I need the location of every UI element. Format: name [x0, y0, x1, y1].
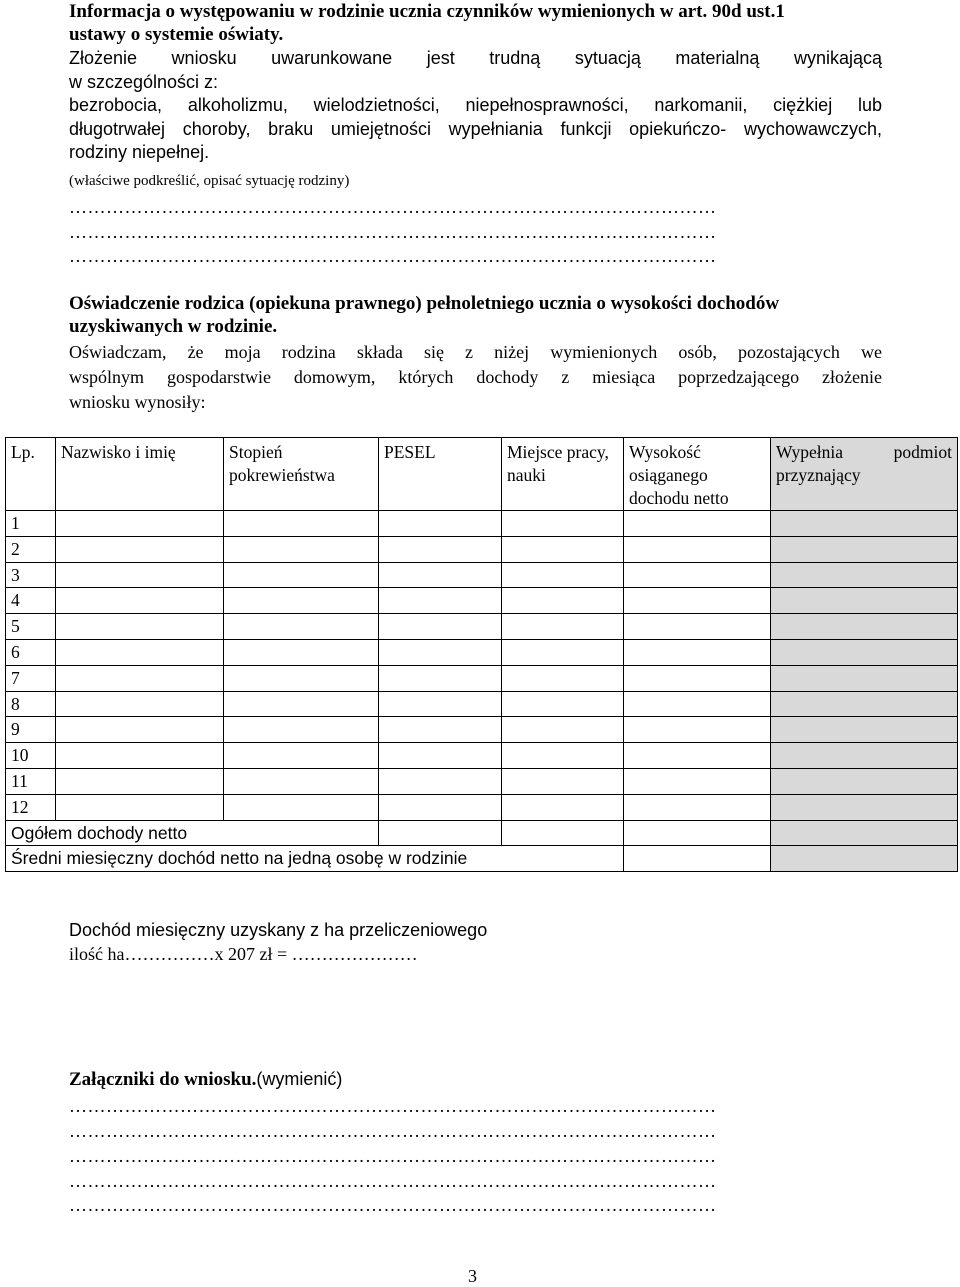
attachment-line-5[interactable]: ……………………………………………………………………………………………	[69, 1195, 717, 1215]
row-relation[interactable]	[224, 743, 379, 769]
situation-line-3[interactable]: ……………………………………………………………………………………………	[69, 246, 717, 266]
row-authority	[771, 743, 958, 769]
row-name[interactable]	[56, 511, 224, 537]
table-row	[6, 562, 958, 588]
row-name[interactable]	[56, 794, 224, 820]
heading-article-line2: ustawy o systemie oświaty.	[69, 24, 284, 45]
income-table	[5, 437, 958, 872]
row-relation[interactable]	[224, 562, 379, 588]
row-income[interactable]	[624, 743, 771, 769]
attachment-line-2[interactable]: ……………………………………………………………………………………………	[69, 1121, 717, 1141]
average-value[interactable]	[624, 846, 771, 872]
row-number: 5	[6, 614, 56, 640]
row-name[interactable]	[56, 768, 224, 794]
row-work[interactable]	[502, 614, 624, 640]
table-row	[6, 743, 958, 769]
row-income[interactable]	[624, 794, 771, 820]
row-work[interactable]	[502, 768, 624, 794]
statement-paragraph	[69, 340, 882, 415]
row-relation[interactable]	[224, 691, 379, 717]
row-authority	[771, 639, 958, 665]
row-number: 8	[6, 691, 56, 717]
row-work[interactable]	[502, 794, 624, 820]
row-relation[interactable]	[224, 639, 379, 665]
row-name[interactable]	[56, 562, 224, 588]
row-pesel[interactable]	[379, 511, 502, 537]
row-number: 4	[6, 588, 56, 614]
intro-paragraph	[69, 47, 882, 165]
statement-line1: Oświadczam, że moja rodzina składa się z niżej wymienionych osób, pozostających we	[69, 342, 882, 362]
row-authority	[771, 794, 958, 820]
table-header-row	[6, 438, 958, 511]
attachment-line-1[interactable]: ……………………………………………………………………………………………	[69, 1096, 717, 1116]
row-income[interactable]	[624, 665, 771, 691]
intro-line4: długotrwałej choroby, braku umiejętności wypełniania funkcji opiekuńczo- wychowawczych,	[69, 118, 882, 139]
situation-line-1[interactable]: ……………………………………………………………………………………………	[69, 197, 717, 217]
row-income[interactable]	[624, 562, 771, 588]
farm-income	[69, 918, 487, 966]
average-label: Średni miesięczny dochód netto na jedną osobę w rodzinie	[6, 846, 624, 872]
intro-line2: w szczególności z:	[69, 71, 219, 92]
row-number: 11	[6, 768, 56, 794]
header-income: Wysokość osiąganego dochodu netto	[624, 438, 771, 511]
table-row	[6, 794, 958, 820]
row-income[interactable]	[624, 588, 771, 614]
row-authority	[771, 536, 958, 562]
total-cell-work	[502, 820, 624, 846]
row-income[interactable]	[624, 511, 771, 537]
row-work[interactable]	[502, 743, 624, 769]
situation-line-2[interactable]: ……………………………………………………………………………………………	[69, 222, 717, 242]
row-work[interactable]	[502, 717, 624, 743]
row-relation[interactable]	[224, 536, 379, 562]
total-row	[6, 820, 958, 846]
row-authority	[771, 691, 958, 717]
total-value[interactable]	[624, 820, 771, 846]
row-name[interactable]	[56, 639, 224, 665]
heading-statement	[69, 292, 882, 338]
header-relation: Stopień pokrewieństwa	[224, 438, 379, 511]
row-income[interactable]	[624, 768, 771, 794]
row-name[interactable]	[56, 717, 224, 743]
table-row	[6, 511, 958, 537]
row-work[interactable]	[502, 562, 624, 588]
header-work: Miejsce pracy, nauki	[502, 438, 624, 511]
total-cell-pesel	[379, 820, 502, 846]
row-number: 1	[6, 511, 56, 537]
farm-income-line1: Dochód miesięczny uzyskany z ha przeliczeniowego	[69, 920, 488, 940]
row-pesel[interactable]	[379, 717, 502, 743]
header-name: Nazwisko i imię	[56, 438, 224, 511]
row-number: 12	[6, 794, 56, 820]
row-authority	[771, 717, 958, 743]
row-work[interactable]	[502, 511, 624, 537]
row-name[interactable]	[56, 743, 224, 769]
average-row	[6, 846, 958, 872]
row-pesel[interactable]	[379, 639, 502, 665]
row-pesel[interactable]	[379, 614, 502, 640]
row-pesel[interactable]	[379, 794, 502, 820]
average-authority	[771, 846, 958, 872]
row-relation[interactable]	[224, 614, 379, 640]
row-authority	[771, 588, 958, 614]
intro-line5: rodziny niepełnej.	[69, 142, 210, 162]
header-pesel: PESEL	[379, 438, 502, 511]
row-income[interactable]	[624, 614, 771, 640]
row-income[interactable]	[624, 691, 771, 717]
attachments-note: (wymienić)	[256, 1069, 343, 1089]
row-work[interactable]	[502, 691, 624, 717]
row-relation[interactable]	[224, 768, 379, 794]
row-relation[interactable]	[224, 794, 379, 820]
row-number: 2	[6, 536, 56, 562]
table-row	[6, 691, 958, 717]
row-name[interactable]	[56, 588, 224, 614]
row-number: 3	[6, 562, 56, 588]
total-label: Ogółem dochody netto	[6, 820, 379, 846]
header-authority: Wypełnia podmiot przyznający	[771, 438, 958, 511]
header-lp: Lp.	[6, 438, 56, 511]
row-income[interactable]	[624, 639, 771, 665]
table-row	[6, 665, 958, 691]
row-authority	[771, 562, 958, 588]
row-pesel[interactable]	[379, 536, 502, 562]
attachments-title: Załączniki do wniosku.	[69, 1069, 257, 1090]
row-relation[interactable]	[224, 588, 379, 614]
row-relation[interactable]	[224, 717, 379, 743]
total-authority	[771, 820, 958, 846]
row-number: 6	[6, 639, 56, 665]
farm-income-line2[interactable]: ilość ha……………x 207 zł = …………………	[69, 944, 418, 964]
heading-statement-line1: Oświadczenie rodzica (opiekuna prawnego) pełnoletniego ucznia o wysokości dochodów	[69, 293, 780, 314]
row-pesel[interactable]	[379, 743, 502, 769]
table-row	[6, 536, 958, 562]
intro-note: (właściwe podkreślić, opisać sytuację rodziny)	[69, 173, 350, 189]
page-number: 3	[468, 1266, 477, 1286]
attachment-line-4[interactable]: ……………………………………………………………………………………………	[69, 1171, 717, 1191]
row-name[interactable]	[56, 691, 224, 717]
intro-line1: Złożenie wniosku uwarunkowane jest trudną sytuacją materialną wynikającą	[69, 48, 882, 68]
row-authority	[771, 511, 958, 537]
table-row	[6, 614, 958, 640]
statement-line3: wniosku wynosiły:	[69, 392, 206, 412]
row-work[interactable]	[502, 588, 624, 614]
row-work[interactable]	[502, 665, 624, 691]
row-income[interactable]	[624, 536, 771, 562]
row-work[interactable]	[502, 536, 624, 562]
row-number: 7	[6, 665, 56, 691]
intro-line3: bezrobocia, alkoholizmu, wielodzietności, niepełnosprawności, narkomanii, ciężkiej lub	[69, 95, 882, 115]
table-row	[6, 588, 958, 614]
heading-article-line1: Informacja o występowaniu w rodzinie ucznia czynników wymienionych w art. 90d ust.1	[69, 1, 785, 22]
row-authority	[771, 768, 958, 794]
heading-article	[69, 0, 882, 46]
row-number: 10	[6, 743, 56, 769]
attachments-heading	[69, 1067, 882, 1092]
row-income[interactable]	[624, 717, 771, 743]
row-pesel[interactable]	[379, 768, 502, 794]
row-pesel[interactable]	[379, 691, 502, 717]
attachment-line-3[interactable]: ……………………………………………………………………………………………	[69, 1146, 717, 1166]
heading-statement-line2: uzyskiwanych w rodzinie.	[69, 316, 278, 337]
table-body	[6, 511, 958, 821]
table-row	[6, 717, 958, 743]
row-pesel[interactable]	[379, 562, 502, 588]
row-pesel[interactable]	[379, 665, 502, 691]
table-row	[6, 768, 958, 794]
table-row	[6, 639, 958, 665]
row-pesel[interactable]	[379, 588, 502, 614]
row-relation[interactable]	[224, 511, 379, 537]
row-number: 9	[6, 717, 56, 743]
row-work[interactable]	[502, 639, 624, 665]
row-name[interactable]	[56, 614, 224, 640]
row-name[interactable]	[56, 665, 224, 691]
row-name[interactable]	[56, 536, 224, 562]
row-authority	[771, 614, 958, 640]
row-relation[interactable]	[224, 665, 379, 691]
row-authority	[771, 665, 958, 691]
statement-line2: wspólnym gospodarstwie domowym, których dochody z miesiąca poprzedzającego złożenie	[69, 367, 882, 387]
